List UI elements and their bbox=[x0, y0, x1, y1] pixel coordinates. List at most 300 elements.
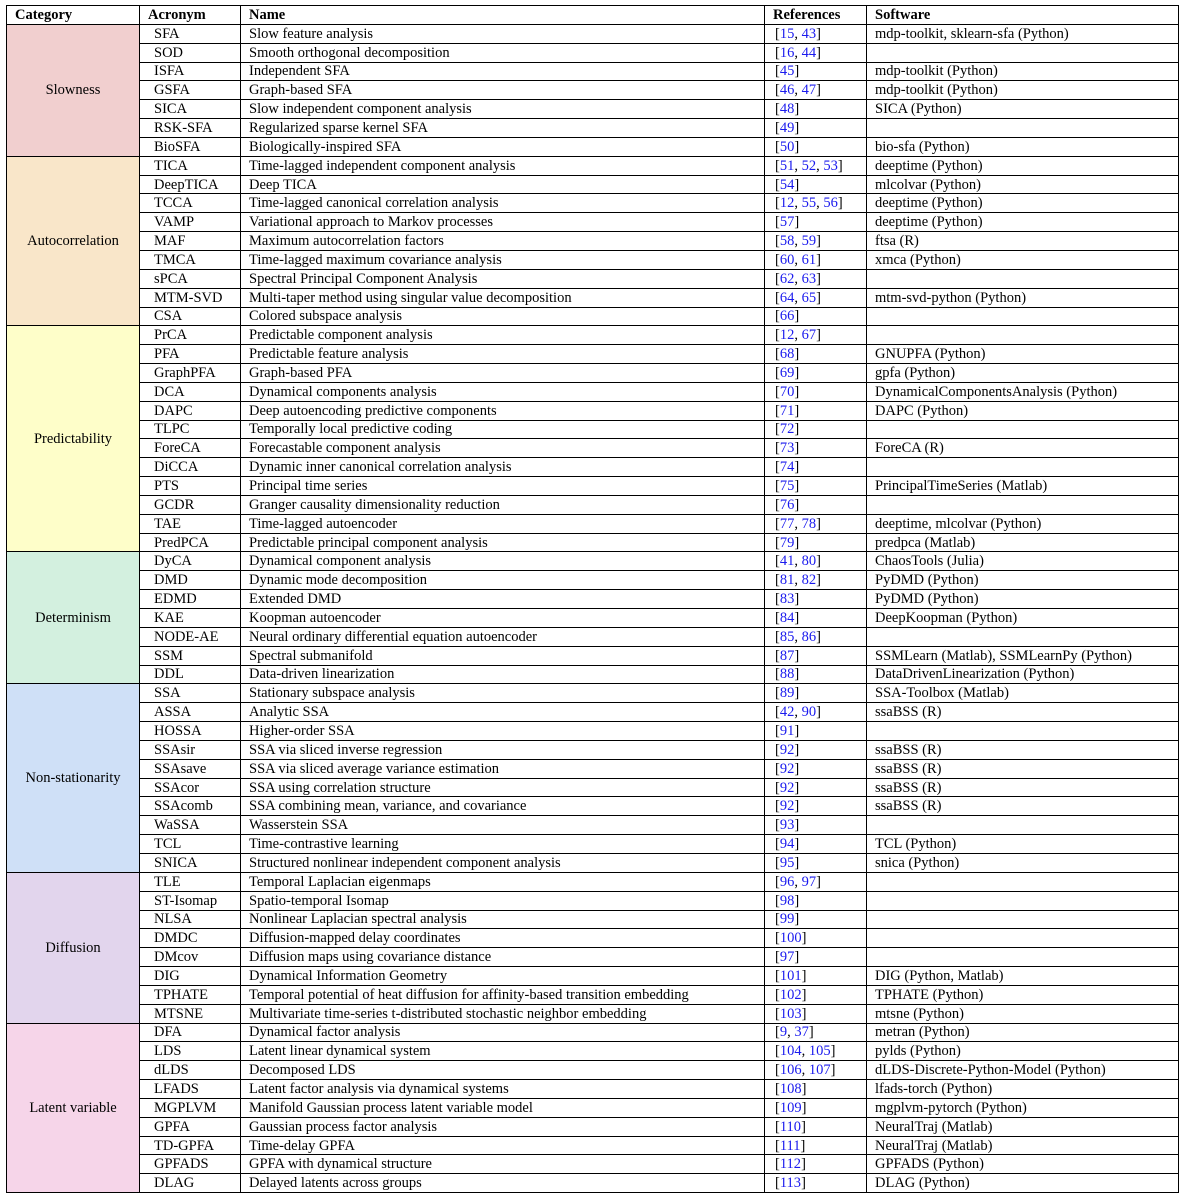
software-cell bbox=[867, 627, 1179, 646]
reference-link[interactable]: 106 bbox=[779, 1062, 802, 1079]
name-cell: Deep TICA bbox=[241, 175, 765, 194]
software-cell: DLAG (Python) bbox=[867, 1174, 1179, 1193]
name-cell: Independent SFA bbox=[241, 62, 765, 81]
references-cell: [76] bbox=[765, 495, 867, 514]
reference-link[interactable]: 112 bbox=[779, 1156, 802, 1173]
acronym-cell: ST-Isomap bbox=[140, 891, 241, 910]
software-cell: PrincipalTimeSeries (Matlab) bbox=[867, 477, 1179, 496]
reference-link[interactable]: 74 bbox=[779, 459, 795, 476]
table-body bbox=[7, 24, 1179, 1192]
reference-link[interactable]: 41 bbox=[779, 553, 795, 570]
references-cell: [69] bbox=[765, 364, 867, 383]
category-cell: Diffusion bbox=[7, 872, 140, 1023]
references-cell: [45] bbox=[765, 62, 867, 81]
reference-link[interactable]: 109 bbox=[779, 1099, 802, 1116]
reference-link[interactable]: 70 bbox=[779, 383, 795, 400]
acronym-cell: TCCA bbox=[140, 194, 241, 213]
table-row bbox=[7, 816, 1179, 835]
table-row bbox=[7, 590, 1179, 609]
acronym-cell: GraphPFA bbox=[140, 364, 241, 383]
name-cell: Latent linear dynamical system bbox=[241, 1042, 765, 1061]
reference-link[interactable]: 77 bbox=[779, 515, 795, 532]
software-cell: ssaBSS (R) bbox=[867, 759, 1179, 778]
table-row bbox=[7, 43, 1179, 62]
table-row bbox=[7, 646, 1179, 665]
software-cell: ssaBSS (R) bbox=[867, 797, 1179, 816]
reference-link[interactable]: 85 bbox=[779, 628, 795, 645]
software-cell: DeepKoopman (Python) bbox=[867, 609, 1179, 628]
table-row bbox=[7, 213, 1179, 232]
software-cell: deeptime (Python) bbox=[867, 156, 1179, 175]
name-cell: Time-lagged autoencoder bbox=[241, 514, 765, 533]
software-cell: ssaBSS (R) bbox=[867, 703, 1179, 722]
references-cell: [96, 97] bbox=[765, 872, 867, 891]
references-cell: [51, 52, 53] bbox=[765, 156, 867, 175]
table-row bbox=[7, 571, 1179, 590]
acronym-cell: BioSFA bbox=[140, 137, 241, 156]
software-cell: gpfa (Python) bbox=[867, 364, 1179, 383]
table-row bbox=[7, 703, 1179, 722]
reference-link[interactable]: 54 bbox=[779, 176, 795, 193]
software-cell bbox=[867, 722, 1179, 741]
acronym-cell: CSA bbox=[140, 307, 241, 326]
reference-link[interactable]: 90 bbox=[801, 704, 817, 721]
name-cell: Spectral Principal Component Analysis bbox=[241, 269, 765, 288]
acronym-cell: DMcov bbox=[140, 948, 241, 967]
header-software: Software bbox=[867, 6, 1179, 25]
name-cell: Spatio-temporal Isomap bbox=[241, 891, 765, 910]
references-cell: [77, 78] bbox=[765, 514, 867, 533]
reference-link[interactable]: 87 bbox=[779, 647, 795, 664]
reference-link[interactable]: 55 bbox=[801, 195, 817, 212]
references-cell: [111] bbox=[765, 1136, 867, 1155]
reference-link[interactable]: 58 bbox=[779, 233, 795, 250]
references-cell: [46, 47] bbox=[765, 81, 867, 100]
references-cell: [108] bbox=[765, 1080, 867, 1099]
software-cell bbox=[867, 43, 1179, 62]
references-cell: [79] bbox=[765, 533, 867, 552]
reference-link[interactable]: 42 bbox=[779, 704, 795, 721]
references-cell: [83] bbox=[765, 590, 867, 609]
name-cell: Time-delay GPFA bbox=[241, 1136, 765, 1155]
table-row bbox=[7, 948, 1179, 967]
table-row bbox=[7, 985, 1179, 1004]
reference-link[interactable]: 67 bbox=[801, 327, 817, 344]
reference-link[interactable]: 96 bbox=[779, 873, 795, 890]
reference-link[interactable]: 12 bbox=[779, 327, 795, 344]
acronym-cell: DyCA bbox=[140, 552, 241, 571]
acronym-cell: PTS bbox=[140, 477, 241, 496]
name-cell: Structured nonlinear independent component analysis bbox=[241, 853, 765, 872]
acronym-cell: SSAsave bbox=[140, 759, 241, 778]
reference-link[interactable]: 104 bbox=[779, 1043, 802, 1060]
reference-link[interactable]: 51 bbox=[779, 157, 795, 174]
table-row bbox=[7, 495, 1179, 514]
references-cell: [81, 82] bbox=[765, 571, 867, 590]
name-cell: Gaussian process factor analysis bbox=[241, 1117, 765, 1136]
name-cell: Koopman autoencoder bbox=[241, 609, 765, 628]
reference-link[interactable]: 75 bbox=[779, 478, 795, 495]
acronym-cell: KAE bbox=[140, 609, 241, 628]
software-cell bbox=[867, 119, 1179, 138]
acronym-cell: PredPCA bbox=[140, 533, 241, 552]
reference-link[interactable]: 60 bbox=[779, 251, 795, 268]
reference-link[interactable]: 65 bbox=[801, 289, 817, 306]
reference-link[interactable]: 101 bbox=[779, 967, 802, 984]
category-cell: Predictability bbox=[7, 326, 140, 552]
name-cell: Stationary subspace analysis bbox=[241, 684, 765, 703]
reference-link[interactable]: 48 bbox=[779, 101, 795, 118]
header-row bbox=[7, 6, 1179, 25]
references-cell: [68] bbox=[765, 345, 867, 364]
table-row bbox=[7, 609, 1179, 628]
references-cell: [75] bbox=[765, 477, 867, 496]
software-cell: metran (Python) bbox=[867, 1023, 1179, 1042]
table-row bbox=[7, 910, 1179, 929]
software-cell: ForeCA (R) bbox=[867, 439, 1179, 458]
name-cell: Multi-taper method using singular value decomposition bbox=[241, 288, 765, 307]
references-cell: [100] bbox=[765, 929, 867, 948]
acronym-cell: PrCA bbox=[140, 326, 241, 345]
header-category: Category bbox=[7, 6, 140, 25]
software-cell: DIG (Python, Matlab) bbox=[867, 967, 1179, 986]
category-cell: Non-stationarity bbox=[7, 684, 140, 872]
name-cell: Dynamical component analysis bbox=[241, 552, 765, 571]
references-cell: [62, 63] bbox=[765, 269, 867, 288]
reference-link[interactable]: 92 bbox=[779, 779, 795, 796]
references-cell: [84] bbox=[765, 609, 867, 628]
acronym-cell: ISFA bbox=[140, 62, 241, 81]
name-cell: Extended DMD bbox=[241, 590, 765, 609]
references-cell: [12, 67] bbox=[765, 326, 867, 345]
reference-link[interactable]: 71 bbox=[779, 402, 795, 419]
software-cell: ftsa (R) bbox=[867, 232, 1179, 251]
references-cell: [74] bbox=[765, 458, 867, 477]
table-row bbox=[7, 24, 1179, 43]
reference-link[interactable]: 47 bbox=[801, 82, 817, 99]
acronym-cell: GSFA bbox=[140, 81, 241, 100]
references-cell: [112] bbox=[765, 1155, 867, 1174]
references-cell: [113] bbox=[765, 1174, 867, 1193]
acronym-cell: DCA bbox=[140, 382, 241, 401]
reference-link[interactable]: 88 bbox=[779, 666, 795, 683]
table-row bbox=[7, 627, 1179, 646]
references-cell: [73] bbox=[765, 439, 867, 458]
reference-link[interactable]: 66 bbox=[779, 308, 795, 325]
reference-link[interactable]: 44 bbox=[801, 44, 817, 61]
reference-link[interactable]: 92 bbox=[779, 760, 795, 777]
references-cell: [104, 105] bbox=[765, 1042, 867, 1061]
acronym-cell: SSA bbox=[140, 684, 241, 703]
name-cell: Manifold Gaussian process latent variable model bbox=[241, 1098, 765, 1117]
reference-link[interactable]: 99 bbox=[779, 911, 795, 928]
references-cell: [97] bbox=[765, 948, 867, 967]
reference-link[interactable]: 43 bbox=[801, 25, 817, 42]
references-cell: [98] bbox=[765, 891, 867, 910]
reference-link[interactable]: 76 bbox=[779, 496, 795, 513]
references-cell: [101] bbox=[765, 967, 867, 986]
name-cell: Forecastable component analysis bbox=[241, 439, 765, 458]
reference-link[interactable]: 110 bbox=[779, 1118, 802, 1135]
table-row bbox=[7, 62, 1179, 81]
acronym-cell: sPCA bbox=[140, 269, 241, 288]
acronym-cell: TPHATE bbox=[140, 985, 241, 1004]
reference-link[interactable]: 61 bbox=[801, 251, 817, 268]
name-cell: Deep autoencoding predictive components bbox=[241, 401, 765, 420]
reference-link[interactable]: 78 bbox=[801, 515, 817, 532]
name-cell: Time-contrastive learning bbox=[241, 835, 765, 854]
table-row bbox=[7, 853, 1179, 872]
software-cell: snica (Python) bbox=[867, 853, 1179, 872]
reference-link[interactable]: 56 bbox=[823, 195, 838, 212]
acronym-cell: DAPC bbox=[140, 401, 241, 420]
reference-link[interactable]: 62 bbox=[779, 270, 795, 287]
acronym-cell: DMD bbox=[140, 571, 241, 590]
name-cell: Temporally local predictive coding bbox=[241, 420, 765, 439]
software-cell: TCL (Python) bbox=[867, 835, 1179, 854]
table-row bbox=[7, 967, 1179, 986]
software-cell: ssaBSS (R) bbox=[867, 778, 1179, 797]
acronym-cell: TLPC bbox=[140, 420, 241, 439]
references-cell: [42, 90] bbox=[765, 703, 867, 722]
software-cell: ssaBSS (R) bbox=[867, 740, 1179, 759]
table-row bbox=[7, 684, 1179, 703]
acronym-cell: MTSNE bbox=[140, 1004, 241, 1023]
name-cell: Analytic SSA bbox=[241, 703, 765, 722]
acronym-cell: DFA bbox=[140, 1023, 241, 1042]
software-cell: lfads-torch (Python) bbox=[867, 1080, 1179, 1099]
references-cell: [102] bbox=[765, 985, 867, 1004]
reference-link[interactable]: 9 bbox=[779, 1024, 788, 1041]
reference-link[interactable]: 98 bbox=[779, 892, 795, 909]
name-cell: Nonlinear Laplacian spectral analysis bbox=[241, 910, 765, 929]
name-cell: GPFA with dynamical structure bbox=[241, 1155, 765, 1174]
reference-link[interactable]: 59 bbox=[801, 233, 817, 250]
table-row bbox=[7, 1080, 1179, 1099]
table-row bbox=[7, 552, 1179, 571]
reference-link[interactable]: 69 bbox=[779, 364, 795, 381]
name-cell: Regularized sparse kernel SFA bbox=[241, 119, 765, 138]
references-cell: [85, 86] bbox=[765, 627, 867, 646]
acronym-cell: SSM bbox=[140, 646, 241, 665]
reference-link[interactable]: 91 bbox=[779, 722, 795, 739]
reference-link[interactable]: 49 bbox=[779, 119, 795, 136]
table-row bbox=[7, 307, 1179, 326]
acronym-cell: ForeCA bbox=[140, 439, 241, 458]
reference-link[interactable]: 111 bbox=[779, 1137, 801, 1154]
references-cell: [91] bbox=[765, 722, 867, 741]
acronym-cell: GPFA bbox=[140, 1117, 241, 1136]
reference-link[interactable]: 92 bbox=[779, 741, 795, 758]
name-cell: Dynamic mode decomposition bbox=[241, 571, 765, 590]
table-row bbox=[7, 797, 1179, 816]
table-row bbox=[7, 477, 1179, 496]
reference-link[interactable]: 108 bbox=[779, 1081, 802, 1098]
references-cell: [16, 44] bbox=[765, 43, 867, 62]
table-row bbox=[7, 250, 1179, 269]
references-cell: [93] bbox=[765, 816, 867, 835]
acronym-cell: NODE-AE bbox=[140, 627, 241, 646]
software-cell: deeptime, mlcolvar (Python) bbox=[867, 514, 1179, 533]
table-row bbox=[7, 759, 1179, 778]
references-cell: [49] bbox=[765, 119, 867, 138]
name-cell: Smooth orthogonal decomposition bbox=[241, 43, 765, 62]
table-row bbox=[7, 872, 1179, 891]
software-cell: deeptime (Python) bbox=[867, 213, 1179, 232]
references-cell: [89] bbox=[765, 684, 867, 703]
table-row bbox=[7, 364, 1179, 383]
reference-link[interactable]: 68 bbox=[779, 346, 795, 363]
references-cell: [66] bbox=[765, 307, 867, 326]
table-row bbox=[7, 382, 1179, 401]
references-cell: [48] bbox=[765, 100, 867, 119]
software-cell: mdp-toolkit (Python) bbox=[867, 62, 1179, 81]
references-cell: [70] bbox=[765, 382, 867, 401]
reference-link[interactable]: 57 bbox=[779, 214, 795, 231]
software-cell bbox=[867, 458, 1179, 477]
reference-link[interactable]: 63 bbox=[801, 270, 817, 287]
table-row bbox=[7, 288, 1179, 307]
reference-link[interactable]: 93 bbox=[779, 817, 795, 834]
reference-link[interactable]: 94 bbox=[779, 836, 795, 853]
software-cell: dLDS-Discrete-Python-Model (Python) bbox=[867, 1061, 1179, 1080]
name-cell: Decomposed LDS bbox=[241, 1061, 765, 1080]
acronym-cell: dLDS bbox=[140, 1061, 241, 1080]
name-cell: Principal time series bbox=[241, 477, 765, 496]
acronym-cell: DiCCA bbox=[140, 458, 241, 477]
software-cell: GNUPFA (Python) bbox=[867, 345, 1179, 364]
software-cell: SICA (Python) bbox=[867, 100, 1179, 119]
reference-link[interactable]: 64 bbox=[779, 289, 795, 306]
references-cell: [58, 59] bbox=[765, 232, 867, 251]
table-row bbox=[7, 458, 1179, 477]
table-row bbox=[7, 1061, 1179, 1080]
references-cell: [54] bbox=[765, 175, 867, 194]
references-cell: [88] bbox=[765, 665, 867, 684]
software-cell bbox=[867, 891, 1179, 910]
software-cell bbox=[867, 269, 1179, 288]
acronym-cell: SSAcor bbox=[140, 778, 241, 797]
reference-link[interactable]: 107 bbox=[808, 1062, 831, 1079]
reference-link[interactable]: 52 bbox=[801, 157, 817, 174]
software-cell bbox=[867, 326, 1179, 345]
name-cell: Dynamical components analysis bbox=[241, 382, 765, 401]
software-cell bbox=[867, 929, 1179, 948]
reference-link[interactable]: 72 bbox=[779, 421, 795, 438]
reference-link[interactable]: 82 bbox=[801, 572, 817, 589]
references-cell: [99] bbox=[765, 910, 867, 929]
name-cell: Data-driven linearization bbox=[241, 665, 765, 684]
name-cell: SSA using correlation structure bbox=[241, 778, 765, 797]
table-row bbox=[7, 175, 1179, 194]
software-cell: SSA-Toolbox (Matlab) bbox=[867, 684, 1179, 703]
software-cell bbox=[867, 948, 1179, 967]
name-cell: Spectral submanifold bbox=[241, 646, 765, 665]
reference-link[interactable]: 16 bbox=[779, 44, 795, 61]
table-row bbox=[7, 156, 1179, 175]
name-cell: Dynamic inner canonical correlation analysis bbox=[241, 458, 765, 477]
reference-link[interactable]: 53 bbox=[823, 157, 838, 174]
references-cell: [71] bbox=[765, 401, 867, 420]
software-cell: TPHATE (Python) bbox=[867, 985, 1179, 1004]
reference-link[interactable]: 105 bbox=[808, 1043, 831, 1060]
software-cell: PyDMD (Python) bbox=[867, 571, 1179, 590]
references-cell: [94] bbox=[765, 835, 867, 854]
reference-link[interactable]: 84 bbox=[779, 609, 795, 626]
reference-link[interactable]: 97 bbox=[779, 949, 795, 966]
reference-link[interactable]: 102 bbox=[779, 986, 802, 1003]
references-cell: [50] bbox=[765, 137, 867, 156]
category-cell: Slowness bbox=[7, 24, 140, 156]
software-cell: mdp-toolkit, sklearn-sfa (Python) bbox=[867, 24, 1179, 43]
reference-link[interactable]: 81 bbox=[779, 572, 795, 589]
name-cell: Temporal potential of heat diffusion for affinity-based transition embedding bbox=[241, 985, 765, 1004]
name-cell: Graph-based PFA bbox=[241, 364, 765, 383]
references-cell: [12, 55, 56] bbox=[765, 194, 867, 213]
references-cell: [109] bbox=[765, 1098, 867, 1117]
reference-link[interactable]: 86 bbox=[801, 628, 817, 645]
name-cell: Delayed latents across groups bbox=[241, 1174, 765, 1193]
reference-link[interactable]: 103 bbox=[779, 1005, 802, 1022]
name-cell: Predictable feature analysis bbox=[241, 345, 765, 364]
references-cell: [57] bbox=[765, 213, 867, 232]
reference-link[interactable]: 50 bbox=[779, 138, 795, 155]
references-cell: [15, 43] bbox=[765, 24, 867, 43]
acronym-cell: TMCA bbox=[140, 250, 241, 269]
methods-table bbox=[6, 5, 1179, 1193]
software-cell: NeuralTraj (Matlab) bbox=[867, 1117, 1179, 1136]
header-references: References bbox=[765, 6, 867, 25]
table-row bbox=[7, 665, 1179, 684]
reference-link[interactable]: 80 bbox=[801, 553, 817, 570]
reference-link[interactable]: 79 bbox=[779, 534, 795, 551]
name-cell: Time-lagged independent component analysis bbox=[241, 156, 765, 175]
name-cell: Neural ordinary differential equation autoencoder bbox=[241, 627, 765, 646]
reference-link[interactable]: 46 bbox=[779, 82, 795, 99]
name-cell: Wasserstein SSA bbox=[241, 816, 765, 835]
software-cell: DynamicalComponentsAnalysis (Python) bbox=[867, 382, 1179, 401]
table-row bbox=[7, 420, 1179, 439]
reference-link[interactable]: 97 bbox=[801, 873, 817, 890]
reference-link[interactable]: 95 bbox=[779, 854, 795, 871]
acronym-cell: TCL bbox=[140, 835, 241, 854]
reference-link[interactable]: 92 bbox=[779, 798, 795, 815]
table-row bbox=[7, 269, 1179, 288]
reference-link[interactable]: 100 bbox=[779, 930, 802, 947]
reference-link[interactable]: 73 bbox=[779, 440, 795, 457]
reference-link[interactable]: 83 bbox=[779, 591, 795, 608]
acronym-cell: LDS bbox=[140, 1042, 241, 1061]
name-cell: Maximum autocorrelation factors bbox=[241, 232, 765, 251]
software-cell: pylds (Python) bbox=[867, 1042, 1179, 1061]
name-cell: Slow feature analysis bbox=[241, 24, 765, 43]
reference-link[interactable]: 113 bbox=[779, 1175, 802, 1192]
software-cell: mlcolvar (Python) bbox=[867, 175, 1179, 194]
table-row bbox=[7, 326, 1179, 345]
reference-link[interactable]: 37 bbox=[794, 1024, 809, 1041]
table-row bbox=[7, 740, 1179, 759]
header-name: Name bbox=[241, 6, 765, 25]
reference-link[interactable]: 12 bbox=[779, 195, 795, 212]
acronym-cell: MGPLVM bbox=[140, 1098, 241, 1117]
reference-link[interactable]: 89 bbox=[779, 685, 795, 702]
name-cell: Temporal Laplacian eigenmaps bbox=[241, 872, 765, 891]
acronym-cell: MTM-SVD bbox=[140, 288, 241, 307]
name-cell: Slow independent component analysis bbox=[241, 100, 765, 119]
category-cell: Latent variable bbox=[7, 1023, 140, 1193]
reference-link[interactable]: 15 bbox=[779, 25, 795, 42]
reference-link[interactable]: 45 bbox=[779, 63, 795, 80]
